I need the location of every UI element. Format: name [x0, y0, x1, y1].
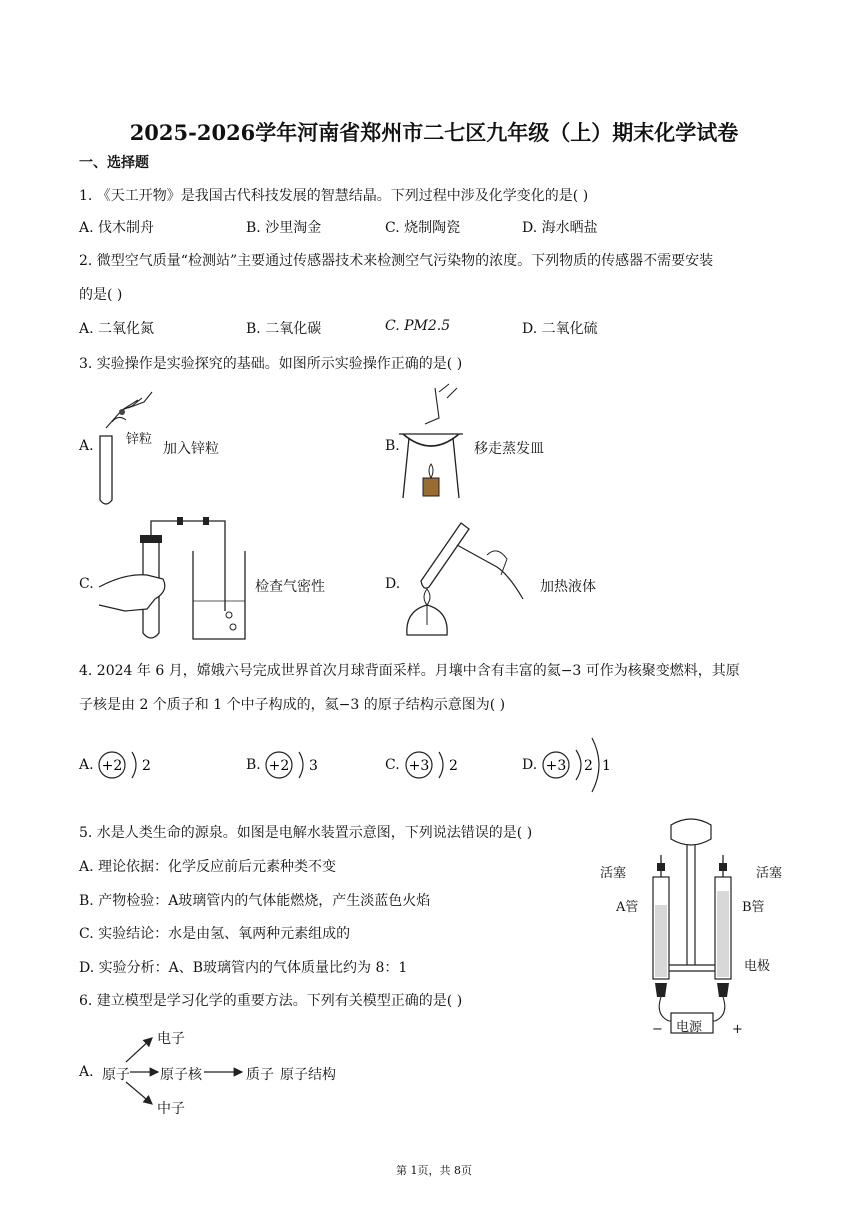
airtightness-check-illustration — [95, 515, 255, 645]
section-heading: 一、选择题 — [79, 155, 149, 171]
nucleus-charge: +3 — [408, 758, 430, 774]
q4-option-a-atom-diagram — [96, 742, 156, 788]
question-1-option-a: A. 伐木制舟 — [79, 220, 155, 236]
nucleus-charge: +2 — [268, 758, 290, 774]
q3-option-b-caption: 移走蒸发皿 — [474, 441, 544, 457]
q4-option-a-letter: A. — [79, 757, 94, 773]
q3-option-d-caption: 加热液体 — [540, 579, 596, 595]
question-5-option-c: C. 实验结论：水是由氢、氧两种元素组成的 — [79, 926, 351, 942]
question-3-stem: 3. 实验操作是实验探究的基础。如图所示实验操作正确的是( ) — [79, 356, 463, 372]
q3-option-a-letter: A. — [79, 438, 94, 454]
question-5-option-a: A. 理论依据：化学反应前后元素种类不变 — [79, 859, 337, 875]
question-6-stem: 6. 建立模型是学习化学的重要方法。下列有关模型正确的是( ) — [79, 993, 463, 1009]
question-2-option-c: C. PM2.5 — [385, 318, 451, 334]
minus-terminal-label: − — [652, 1022, 663, 1037]
heating-liquid-illustration — [397, 515, 537, 647]
electron-node: 电子 — [157, 1031, 185, 1047]
question-1-option-c: C. 烧制陶瓷 — [385, 220, 461, 236]
q6-option-a-letter: A. — [79, 1064, 94, 1080]
question-2-option-a: A. 二氧化氮 — [79, 321, 155, 337]
shell-electrons: 3 — [309, 758, 318, 774]
q3-option-d-letter: D. — [385, 576, 401, 592]
shell-electrons-inner: 2 — [584, 758, 593, 774]
atom-structure-caption: 原子结构 — [280, 1067, 336, 1083]
question-2-option-b: B. 二氧化碳 — [246, 321, 322, 337]
tube-b-label: B管 — [742, 900, 765, 915]
question-5-option-d: D. 实验分析：A、B玻璃管内的气体质量比约为 8：1 — [79, 960, 408, 976]
page-title: 2025-2026学年河南省郑州市二七区九年级（上）期末化学试卷 — [129, 120, 739, 145]
electrode-label: 电极 — [744, 959, 771, 974]
question-5-stem: 5. 水是人类生命的源泉。如图是电解水装置示意图，下列说法错误的是( ) — [79, 825, 533, 841]
question-2-stem-line-1: 2. 微型空气质量“检测站”主要通过传感器技术来检测空气污染物的浓度。下列物质的传感器不需要安装 — [79, 253, 714, 269]
zinc-label: 锌粒 — [126, 432, 153, 447]
shell-electrons: 2 — [449, 758, 458, 774]
valve-right-label: 活塞 — [756, 866, 783, 881]
question-5-option-b: B. 产物检验：A玻璃管内的气体能燃烧，产生淡蓝色火焰 — [79, 893, 431, 909]
nucleus-charge: +2 — [101, 758, 123, 774]
power-source-label: 电源 — [676, 1020, 703, 1035]
q4-option-d-letter: D. — [522, 757, 538, 773]
question-2-option-d: D. 二氧化硫 — [522, 321, 598, 337]
q4-option-c-atom-diagram — [403, 742, 463, 788]
question-1-option-b: B. 沙里淘金 — [246, 220, 322, 236]
q4-option-d-atom-diagram — [540, 730, 620, 800]
neutron-node: 中子 — [157, 1101, 185, 1117]
proton-node: 质子 — [246, 1067, 274, 1083]
question-1-option-d: D. 海水晒盐 — [522, 220, 598, 236]
tube-a-label: A管 — [616, 900, 639, 915]
q4-option-b-atom-diagram — [263, 742, 323, 788]
atom-node: 原子 — [102, 1067, 130, 1083]
shell-electrons: 2 — [142, 758, 151, 774]
q3-option-a-caption: 加入锌粒 — [163, 441, 219, 457]
page-footer: 第 1页，共 8页 — [396, 1164, 472, 1177]
q3-option-c-caption: 检查气密性 — [255, 579, 325, 595]
question-4-stem-line-1: 4. 2024 年 6 月，嫦娥六号完成世界首次月球背面采样。月壤中含有丰富的氦−3 可作为核聚变燃料，其原 — [79, 663, 740, 679]
question-2-stem-line-2: 的是( ) — [79, 287, 123, 303]
question-1-stem: 1. 《天工开物》是我国古代科技发展的智慧结晶。下列过程中涉及化学变化的是( ) — [79, 188, 589, 204]
nucleus-node: 原子核 — [160, 1067, 202, 1083]
q3-option-c-letter: C. — [79, 576, 94, 592]
question-4-stem-line-2: 子核是由 2 个质子和 1 个中子构成的，氦−3 的原子结构示意图为( ) — [79, 697, 506, 713]
valve-left-label: 活塞 — [600, 866, 627, 881]
q4-option-c-letter: C. — [385, 757, 400, 773]
shell-electrons-outer: 1 — [602, 758, 611, 774]
nucleus-charge: +3 — [545, 758, 567, 774]
q3-option-b-letter: B. — [385, 438, 400, 454]
evaporating-dish-illustration — [395, 378, 467, 502]
plus-terminal-label: + — [732, 1022, 743, 1037]
electrolysis-apparatus-diagram — [595, 815, 795, 1047]
q4-option-b-letter: B. — [246, 757, 261, 773]
